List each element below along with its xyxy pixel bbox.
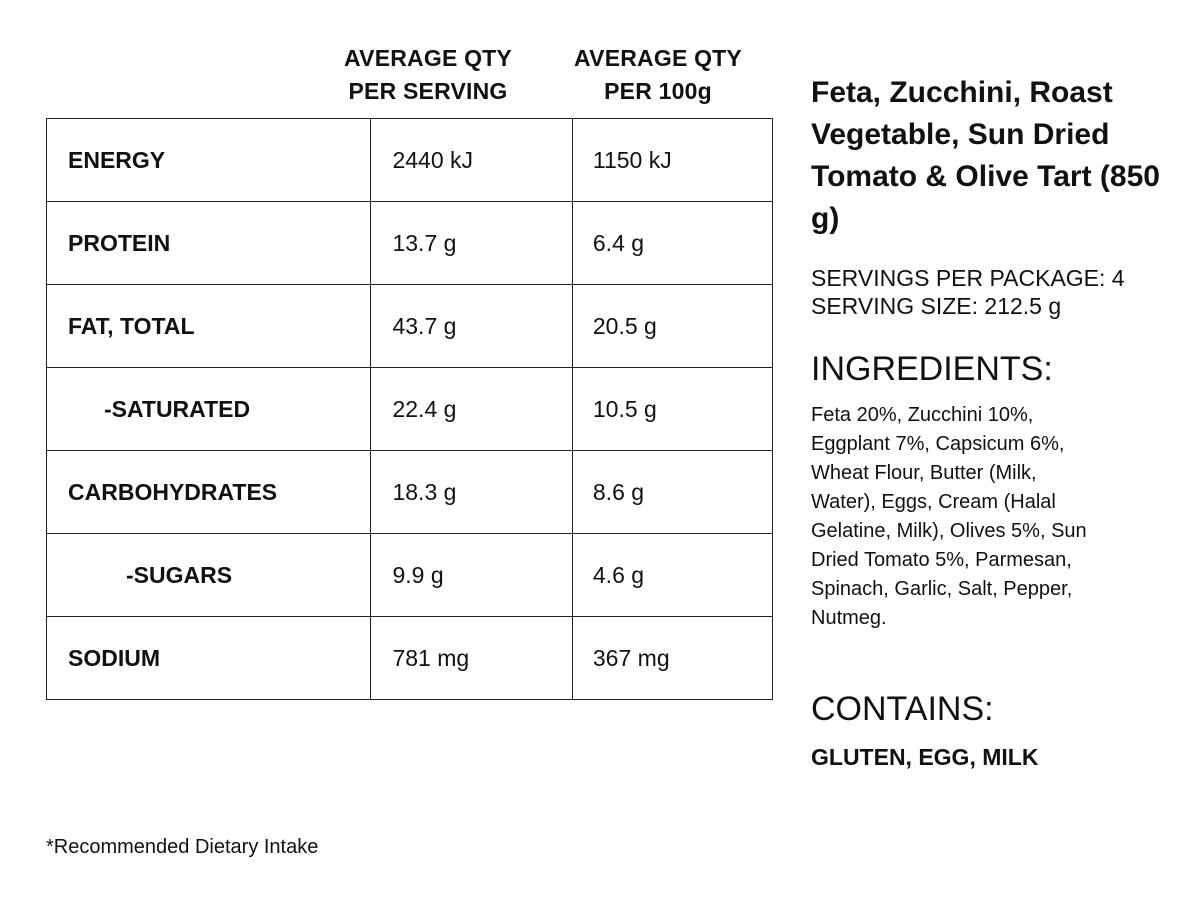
table-row [47,202,773,285]
table-row [47,368,773,451]
nutrient-label: SODIUM [47,617,371,700]
nutrition-table [46,118,773,700]
ingredients-heading: INGREDIENTS: [811,350,1053,388]
contains-heading: CONTAINS: [811,690,994,728]
nutrient-label: CARBOHYDRATES [47,451,371,534]
nutrition-column-headers [313,42,773,108]
per-100g-value: 367 mg [572,617,772,700]
nutrient-label: -SATURATED [47,368,371,451]
nutrient-label: ENERGY [47,119,371,202]
serving-size: SERVING SIZE: 212.5 g [811,293,1062,319]
per-serving-value: 9.9 g [371,534,572,617]
servings-per-package: SERVINGS PER PACKAGE: 4 [811,265,1125,291]
servings-info [811,264,1181,320]
table-row [47,534,773,617]
per-100g-value: 8.6 g [572,451,772,534]
product-info-panel [811,72,1181,771]
column-header-per-serving [313,42,543,108]
per-100g-value: 6.4 g [572,202,772,285]
per-100g-value: 20.5 g [572,285,772,368]
footnote: *Recommended Dietary Intake [46,836,319,858]
per-serving-value: 13.7 g [371,202,572,285]
per-serving-value: 18.3 g [371,451,572,534]
column-header-line: PER 100g [604,78,712,104]
per-serving-value: 781 mg [371,617,572,700]
per-100g-value: 10.5 g [572,368,772,451]
table-row [47,451,773,534]
per-100g-value: 1150 kJ [572,119,772,202]
table-row [47,285,773,368]
per-serving-value: 43.7 g [371,285,572,368]
nutrient-label: FAT, TOTAL [47,285,371,368]
column-header-line: AVERAGE QTY [344,45,512,71]
nutrient-label: PROTEIN [47,202,371,285]
nutrient-label: -SUGARS [47,534,371,617]
allergens-list: GLUTEN, EGG, MILK [811,744,1039,770]
column-header-line: AVERAGE QTY [574,45,742,71]
per-100g-value: 4.6 g [572,534,772,617]
per-serving-value: 2440 kJ [371,119,572,202]
table-row [47,119,773,202]
per-serving-value: 22.4 g [371,368,572,451]
product-title: Feta, Zucchini, Roast Vegetable, Sun Dried Tomato & Olive Tart (850 g) [811,76,1160,235]
column-header-line: PER SERVING [348,78,508,104]
table-row [47,617,773,700]
column-header-per-100g [543,42,773,108]
ingredients-list: Feta 20%, Zucchini 10%, Eggplant 7%, Capsicum 6%, Wheat Flour, Butter (Milk, Water), Eggs, Cream (Halal Gelatine, Milk), Olives 5%, Sun Dried Tomato 5%, Parmesan, Spinach, Garlic, Salt, Pepper, Nutmeg. [811,404,1087,629]
